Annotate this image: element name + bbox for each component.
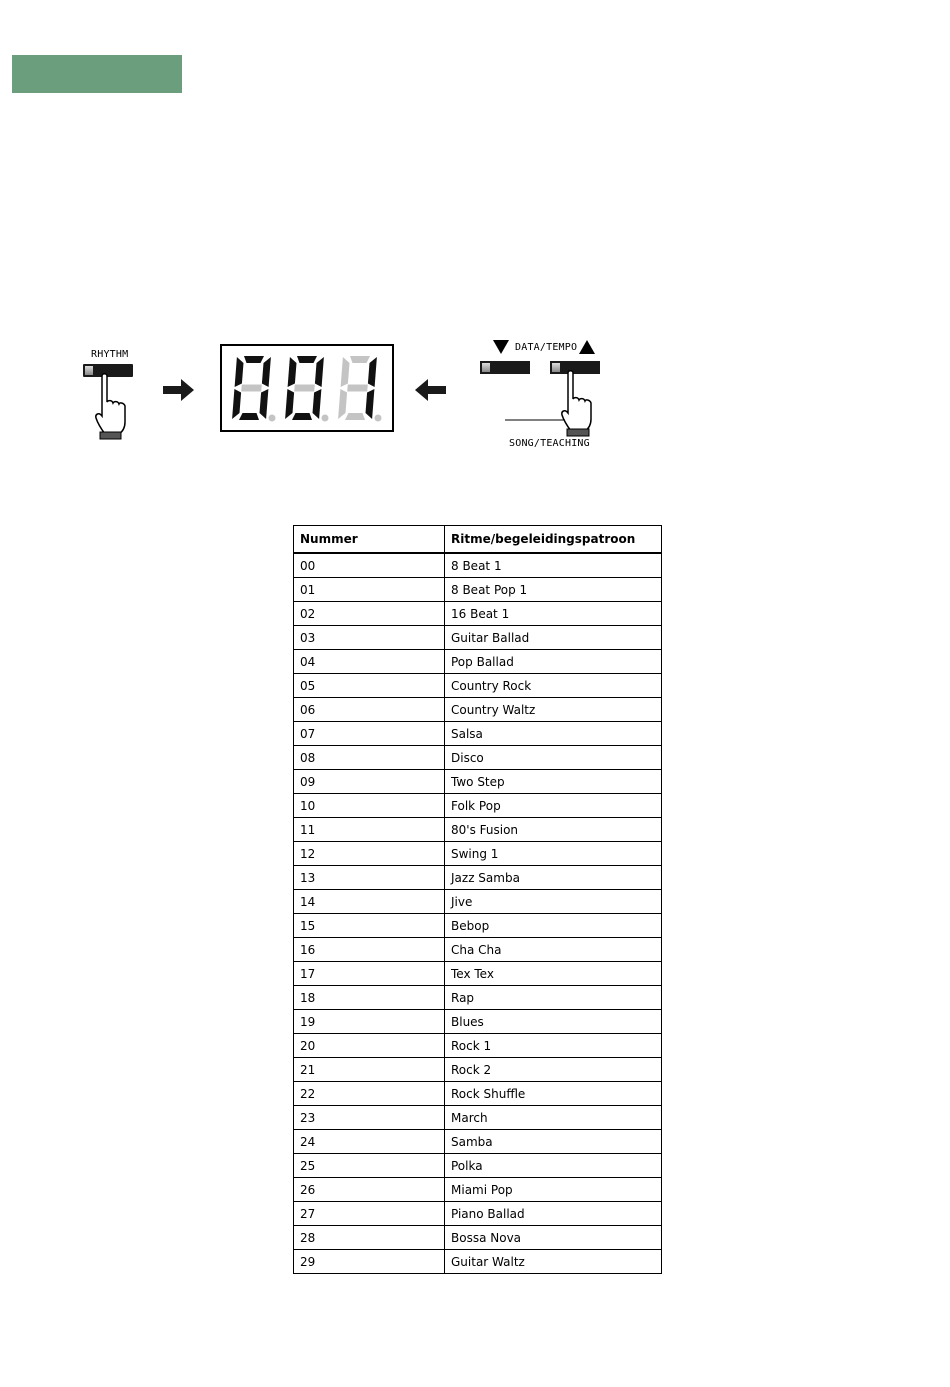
cell-rhythm-name: Rap (445, 986, 662, 1010)
cell-rhythm-name: Salsa (445, 722, 662, 746)
table-row (294, 1058, 662, 1082)
cell-number: 22 (294, 1082, 445, 1106)
arrow-right-icon (163, 378, 195, 402)
hand-press-icon (558, 369, 598, 439)
cell-number: 24 (294, 1130, 445, 1154)
song-teaching-label: SONG/TEACHING (509, 438, 590, 449)
led-decimal-dot (375, 415, 382, 422)
table-row (294, 1202, 662, 1226)
table-row (294, 1130, 662, 1154)
cell-rhythm-name: Country Waltz (445, 698, 662, 722)
cell-number: 11 (294, 818, 445, 842)
cell-rhythm-name: Rock 2 (445, 1058, 662, 1082)
table-row (294, 818, 662, 842)
cell-rhythm-name: Rock 1 (445, 1034, 662, 1058)
cell-rhythm-name: March (445, 1106, 662, 1130)
cell-rhythm-name: Guitar Waltz (445, 1250, 662, 1274)
table-row (294, 674, 662, 698)
cell-rhythm-name: 80's Fusion (445, 818, 662, 842)
cell-rhythm-name: 16 Beat 1 (445, 602, 662, 626)
cell-number: 12 (294, 842, 445, 866)
table-row (294, 578, 662, 602)
table-row (294, 866, 662, 890)
cell-number: 17 (294, 962, 445, 986)
cell-number: 07 (294, 722, 445, 746)
led-decimal-dot (322, 415, 329, 422)
cell-number: 29 (294, 1250, 445, 1274)
led-segment (297, 356, 317, 363)
table-row (294, 602, 662, 626)
cell-rhythm-name: Blues (445, 1010, 662, 1034)
cell-number: 21 (294, 1058, 445, 1082)
table-row (294, 1106, 662, 1130)
table-row (294, 1082, 662, 1106)
table-row (294, 1034, 662, 1058)
cell-number: 05 (294, 674, 445, 698)
table-row (294, 1178, 662, 1202)
cell-rhythm-name: Miami Pop (445, 1178, 662, 1202)
table-row (294, 938, 662, 962)
cell-rhythm-name: Swing 1 (445, 842, 662, 866)
rhythm-table (293, 525, 662, 1274)
table-row (294, 1250, 662, 1274)
table-row (294, 794, 662, 818)
cell-number: 20 (294, 1034, 445, 1058)
cell-number: 02 (294, 602, 445, 626)
cell-number: 18 (294, 986, 445, 1010)
data-tempo-label: DATA/TEMPO (515, 342, 578, 353)
cell-number: 01 (294, 578, 445, 602)
cell-rhythm-name: Disco (445, 746, 662, 770)
triangle-up-icon (579, 340, 595, 354)
cell-number: 04 (294, 650, 445, 674)
cell-rhythm-name: Polka (445, 1154, 662, 1178)
section-header-bar (12, 55, 182, 93)
cell-rhythm-name: Country Rock (445, 674, 662, 698)
cell-number: 28 (294, 1226, 445, 1250)
cell-number: 25 (294, 1154, 445, 1178)
cell-number: 15 (294, 914, 445, 938)
table-row (294, 1010, 662, 1034)
cell-rhythm-name: Bossa Nova (445, 1226, 662, 1250)
hand-press-icon (92, 372, 132, 442)
cell-number: 10 (294, 794, 445, 818)
led-segment (241, 385, 262, 392)
cell-number: 03 (294, 626, 445, 650)
table-row (294, 626, 662, 650)
triangle-down-icon (493, 340, 509, 354)
cell-number: 09 (294, 770, 445, 794)
cell-number: 26 (294, 1178, 445, 1202)
led-decimal-dot (269, 415, 276, 422)
table-row (294, 650, 662, 674)
table-row (294, 770, 662, 794)
cell-rhythm-name: Piano Ballad (445, 1202, 662, 1226)
column-header-rhythm: Ritme/begeleidingspatroon (445, 526, 662, 554)
led-segment (345, 413, 365, 420)
cell-rhythm-name: 8 Beat 1 (445, 553, 662, 578)
cell-number: 23 (294, 1106, 445, 1130)
table-body (294, 553, 662, 1274)
column-header-number: Nummer (294, 526, 445, 554)
cell-rhythm-name: Folk Pop (445, 794, 662, 818)
cell-rhythm-name: Rock Shuffle (445, 1082, 662, 1106)
cell-rhythm-name: Samba (445, 1130, 662, 1154)
table-header-row (294, 526, 662, 554)
leader-line (505, 418, 565, 422)
cell-rhythm-name: Guitar Ballad (445, 626, 662, 650)
led-segment (292, 413, 312, 420)
table-row (294, 914, 662, 938)
led-segment (294, 385, 315, 392)
table-row (294, 890, 662, 914)
table-row (294, 698, 662, 722)
table-row (294, 1226, 662, 1250)
table-row (294, 553, 662, 578)
table-row (294, 746, 662, 770)
led-segment (350, 356, 370, 363)
led-segment (244, 356, 264, 363)
cell-number: 13 (294, 866, 445, 890)
led-display (220, 344, 394, 432)
led-segment (347, 385, 368, 392)
cell-number: 16 (294, 938, 445, 962)
cell-rhythm-name: Jazz Samba (445, 866, 662, 890)
cell-number: 27 (294, 1202, 445, 1226)
rhythm-label: RHYTHM (91, 349, 129, 360)
cell-rhythm-name: Bebop (445, 914, 662, 938)
cell-number: 19 (294, 1010, 445, 1034)
cell-rhythm-name: 8 Beat Pop 1 (445, 578, 662, 602)
arrow-left-icon (414, 378, 446, 402)
cell-rhythm-name: Cha Cha (445, 938, 662, 962)
cell-rhythm-name: Pop Ballad (445, 650, 662, 674)
cell-number: 06 (294, 698, 445, 722)
cell-number: 00 (294, 553, 445, 578)
table-row (294, 1154, 662, 1178)
cell-rhythm-name: Jive (445, 890, 662, 914)
cell-rhythm-name: Tex Tex (445, 962, 662, 986)
table-row (294, 842, 662, 866)
cell-rhythm-name: Two Step (445, 770, 662, 794)
cell-number: 14 (294, 890, 445, 914)
table-row (294, 986, 662, 1010)
table-row (294, 962, 662, 986)
table-row (294, 722, 662, 746)
cell-number: 08 (294, 746, 445, 770)
data-down-button[interactable] (480, 361, 530, 374)
led-segment (239, 413, 259, 420)
